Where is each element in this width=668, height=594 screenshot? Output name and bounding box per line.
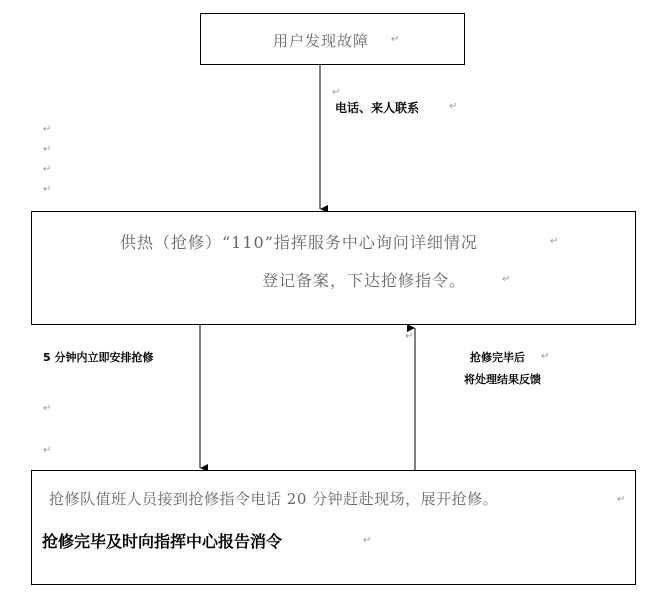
paragraph-mark: ↵ (43, 445, 52, 456)
node-user-report-label: 用户发现故障 (273, 32, 370, 50)
paragraph-mark: ↵ (43, 403, 52, 414)
paragraph-mark: ↵ (550, 236, 559, 247)
edge-label-feedback-line1: 抢修完毕后 (470, 351, 525, 364)
node-command-center-line1: 供热（抢修）“110”指挥服务中心询问详细情况 (120, 233, 478, 252)
paragraph-mark: ↵ (43, 144, 52, 155)
paragraph-mark: ↵ (449, 101, 458, 112)
edge-label-contact: 电话、来人联系 (335, 101, 420, 115)
paragraph-mark: ↵ (332, 87, 341, 98)
paragraph-mark: ↵ (502, 274, 511, 285)
node-repair-team-line2: 抢修完毕及时向指挥中心报告消令 (42, 532, 283, 551)
node-user-report (200, 13, 465, 65)
paragraph-mark: ↵ (617, 494, 626, 505)
node-command-center (31, 211, 636, 325)
edge-label-feedback-line2: 将处理结果反馈 (464, 373, 541, 386)
node-command-center-line2: 登记备案，下达抢修指令。 (262, 271, 467, 290)
paragraph-mark: ↵ (43, 124, 52, 135)
node-repair-team (31, 470, 636, 585)
edge-label-dispatch: 5 分钟内立即安排抢修 (43, 351, 154, 364)
paragraph-mark: ↵ (43, 164, 52, 175)
paragraph-mark: ↵ (43, 184, 52, 195)
paragraph-mark: ↵ (405, 331, 414, 342)
paragraph-mark: ↵ (541, 351, 550, 362)
paragraph-mark: ↵ (391, 34, 400, 45)
node-repair-team-line1: 抢修队值班人员接到抢修指令电话 20 分钟赶赴现场，展开抢修。 (49, 490, 499, 508)
paragraph-mark: ↵ (363, 535, 372, 546)
